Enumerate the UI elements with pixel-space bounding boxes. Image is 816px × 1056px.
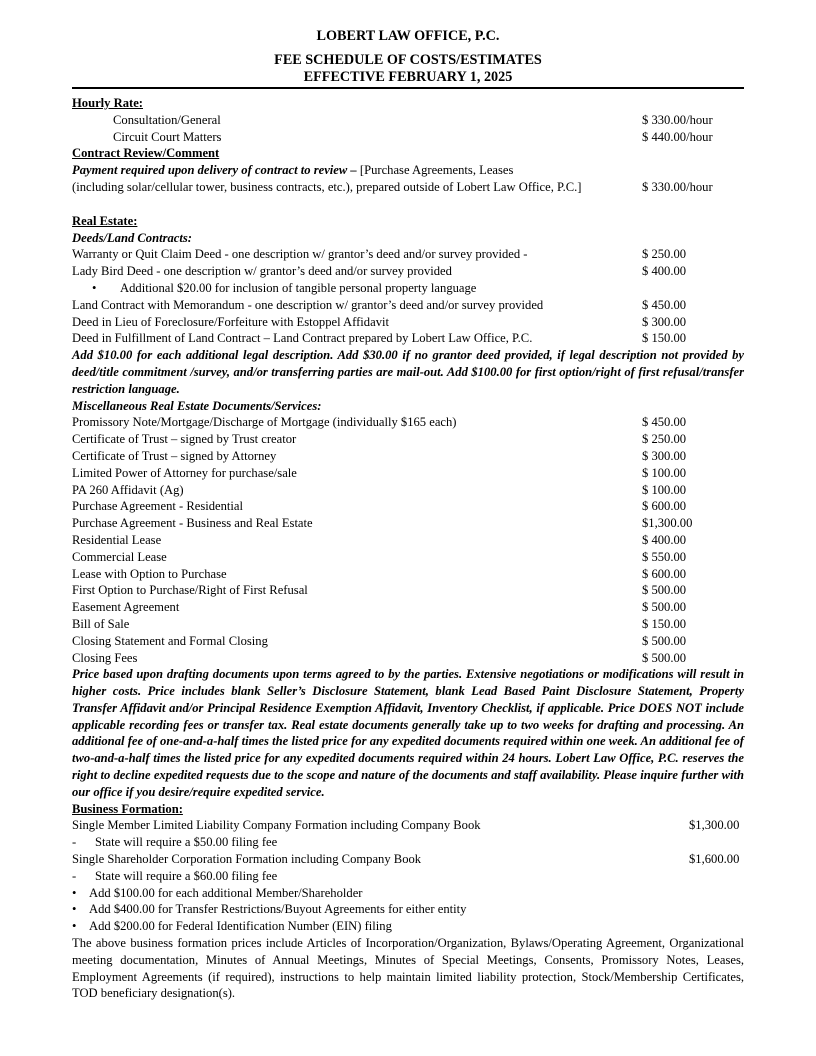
- fee-price: $ 600.00: [642, 499, 687, 514]
- business-formation-heading: Business Formation:: [72, 801, 183, 816]
- bullet-icon: •: [72, 919, 77, 934]
- fee-price: $ 500.00: [642, 600, 687, 615]
- deed-row: [72, 246, 744, 263]
- fee-label: Lease with Option to Purchase: [72, 566, 227, 581]
- deeds-note: Add $10.00 for each additional legal description. Add $30.00 if no grantor deed provided, if legal description not provided by deed/title commitment /survey, and/or transferring parties are mail-out. Add $100.00 for first option/right of first refusal/transfer restriction language.: [72, 348, 744, 396]
- misc-fee-row: [72, 482, 744, 499]
- misc-fee-row: [72, 414, 744, 431]
- fee-price: $ 100.00: [642, 482, 687, 497]
- fee-price: $1,600.00: [689, 852, 740, 867]
- fee-price: $ 450.00: [642, 415, 687, 430]
- fee-label: Deed in Fulfillment of Land Contract – Land Contract prepared by Lobert Law Office, P.C.: [72, 331, 533, 346]
- business-addon: [72, 901, 744, 918]
- misc-note: Price based upon drafting documents upon terms agreed to by the parties. Extensive negotiations or modifications will result in higher costs. Price includes blank Seller’s Disclosure Statement, blank Lead Based Paint Disclosure Statement, Property Transfer Affidavit and/or Principal Residence Exemption Affidavit, Inventory Checklist, if applicable. Price DOES NOT include applicable recording fees or transfer tax. Real estate documents generally take up to two weeks for drafting and processing. An additional fee of one-and-a-half times the listed price for any expedited documents required within one week. An additional fee of two-and-a-half times the listed price for any expedited documents required within 24 hours. Lobert Law Office, P.C. reserves the right to decline expedited requests due to the scope and nature of the documents and staff availability. Please inquire further with our office if you desire/require expedited service.: [72, 667, 744, 799]
- fee-label: Commercial Lease: [72, 549, 167, 564]
- deed-row: [72, 314, 744, 331]
- addon-text: Add $100.00 for each additional Member/Shareholder: [89, 885, 363, 900]
- fee-label: Single Shareholder Corporation Formation including Company Book: [72, 852, 422, 867]
- fee-label: Easement Agreement: [72, 600, 180, 615]
- dash-marker: -: [72, 835, 77, 850]
- misc-subheading: Miscellaneous Real Estate Documents/Services:: [72, 398, 322, 413]
- fee-label: PA 260 Affidavit (Ag): [72, 482, 184, 497]
- fee-price: $ 150.00: [642, 616, 687, 631]
- bullet-icon: •: [72, 902, 77, 917]
- business-addon: [72, 885, 744, 902]
- fee-label: Land Contract with Memorandum - one description w/ grantor’s deed and/or survey provided: [72, 297, 544, 312]
- misc-fee-row: [72, 448, 744, 465]
- fee-label: Circuit Court Matters: [113, 129, 222, 144]
- contract-review-heading: Contract Review/Comment: [72, 146, 220, 161]
- filing-fee-note: [72, 834, 744, 851]
- fee-price: $ 450.00: [642, 297, 687, 312]
- fee-price: $1,300.00: [689, 818, 740, 833]
- business-closing-paragraph: The above business formation prices include Articles of Incorporation/Organization, Bylaws/Operating Agreement, Organizational meeting documentation, Minutes of Annual Meetings, Minutes of Special Meetings, Consents, Promissory Notes, Leases, Employment Agreements (if required), instructions to help maintain limited liability protection, Stock/Membership Certificates, TOD beneficiary designation(s).: [72, 936, 744, 1001]
- misc-fee-row: [72, 566, 744, 583]
- misc-fee-row: [72, 465, 744, 482]
- fee-label: Certificate of Trust – signed by Attorney: [72, 448, 277, 463]
- fee-label: Residential Lease: [72, 532, 162, 547]
- bullet-icon: •: [92, 280, 97, 295]
- fee-label: Deed in Lieu of Foreclosure/Forfeiture with Estoppel Affidavit: [72, 314, 389, 329]
- misc-fee-row: [72, 582, 744, 599]
- misc-fee-row: [72, 633, 744, 650]
- addon-text: Add $200.00 for Federal Identification Number (EIN) filing: [89, 919, 392, 934]
- misc-fee-row: [72, 498, 744, 515]
- document-title: FEE SCHEDULE OF COSTS/ESTIMATES: [274, 52, 542, 68]
- misc-fee-row: [72, 616, 744, 633]
- fee-price: $ 250.00: [642, 432, 687, 447]
- header-divider: [72, 87, 744, 89]
- misc-fee-row: [72, 431, 744, 448]
- effective-date: EFFECTIVE FEBRUARY 1, 2025: [303, 69, 513, 85]
- fee-price: $ 600.00: [642, 566, 687, 581]
- hourly-row: [72, 129, 744, 146]
- real-estate-heading: Real Estate:: [72, 213, 138, 228]
- misc-fee-row: [72, 650, 744, 667]
- fee-price: $ 500.00: [642, 650, 687, 665]
- fee-label: Single Member Limited Liability Company Formation including Company Book: [72, 818, 481, 833]
- fee-price: $ 550.00: [642, 549, 687, 564]
- bullet-text: Additional $20.00 for inclusion of tangible personal property language: [120, 280, 477, 295]
- filing-fee-text: State will require a $60.00 filing fee: [95, 868, 278, 883]
- fee-price: $ 400.00: [642, 264, 687, 279]
- fee-label: Lady Bird Deed - one description w/ grantor’s deed and/or survey provided: [72, 264, 452, 279]
- firm-name: LOBERT LAW OFFICE, P.C.: [316, 28, 500, 44]
- filing-fee-text: State will require a $50.00 filing fee: [95, 835, 278, 850]
- contract-review-line2: [72, 179, 744, 196]
- fee-price: $ 330.00/hour: [642, 112, 713, 127]
- contract-scope-text: [Purchase Agreements, Leases: [359, 163, 514, 178]
- fee-label: Limited Power of Attorney for purchase/sale: [72, 465, 297, 480]
- fee-price: $ 300.00: [642, 448, 687, 463]
- fee-price: $ 150.00: [642, 331, 687, 346]
- fee-schedule-page: [72, 28, 744, 1002]
- deed-row: [72, 263, 744, 280]
- misc-fee-row: [72, 532, 744, 549]
- deed-row: [72, 297, 744, 314]
- fee-label: Consultation/General: [113, 112, 221, 127]
- fee-price: $ 330.00/hour: [642, 179, 713, 194]
- hourly-heading: Hourly Rate:: [72, 96, 143, 110]
- deeds-subheading: Deeds/Land Contracts:: [72, 230, 192, 245]
- fee-price: $ 250.00: [642, 247, 687, 262]
- contract-scope-text-2: (including solar/cellular tower, business contracts, etc.), prepared outside of Lobert Law Office, P.C.]: [72, 179, 582, 194]
- deed-row: [72, 330, 744, 347]
- business-row: [72, 817, 744, 834]
- fee-price: $1,300.00: [642, 516, 693, 531]
- fee-price: $ 100.00: [642, 465, 687, 480]
- addon-text: Add $400.00 for Transfer Restrictions/Buyout Agreements for either entity: [89, 902, 467, 917]
- fee-price: $ 500.00: [642, 583, 687, 598]
- fee-label: Certificate of Trust – signed by Trust creator: [72, 432, 297, 447]
- misc-fee-row: [72, 515, 744, 532]
- misc-fee-row: [72, 549, 744, 566]
- contract-payment-note: Payment required upon delivery of contract to review –: [72, 163, 360, 178]
- ladybird-bullet: [72, 280, 744, 297]
- contract-review-line1: [72, 162, 744, 179]
- hourly-row: [72, 112, 744, 129]
- fee-label: Bill of Sale: [72, 616, 130, 631]
- fee-label: Warranty or Quit Claim Deed - one description w/ grantor’s deed and/or survey provided -: [72, 247, 528, 262]
- misc-fee-list: [72, 414, 744, 666]
- fee-price: $ 500.00: [642, 633, 687, 648]
- filing-fee-note: [72, 868, 744, 885]
- fee-label: Purchase Agreement - Business and Real Estate: [72, 516, 313, 531]
- misc-fee-row: [72, 599, 744, 616]
- fee-label: Promissory Note/Mortgage/Discharge of Mortgage (individually $165 each): [72, 415, 457, 430]
- fee-price: $ 300.00: [642, 314, 687, 329]
- fee-label: First Option to Purchase/Right of First Refusal: [72, 583, 308, 598]
- fee-price: $ 400.00: [642, 532, 687, 547]
- business-addon: [72, 918, 744, 935]
- bullet-icon: •: [72, 885, 77, 900]
- fee-label: Purchase Agreement - Residential: [72, 499, 244, 514]
- fee-label: Closing Statement and Formal Closing: [72, 633, 268, 648]
- business-row: [72, 851, 744, 868]
- fee-label: Closing Fees: [72, 650, 138, 665]
- fee-price: $ 440.00/hour: [642, 129, 713, 144]
- dash-marker: -: [72, 868, 77, 883]
